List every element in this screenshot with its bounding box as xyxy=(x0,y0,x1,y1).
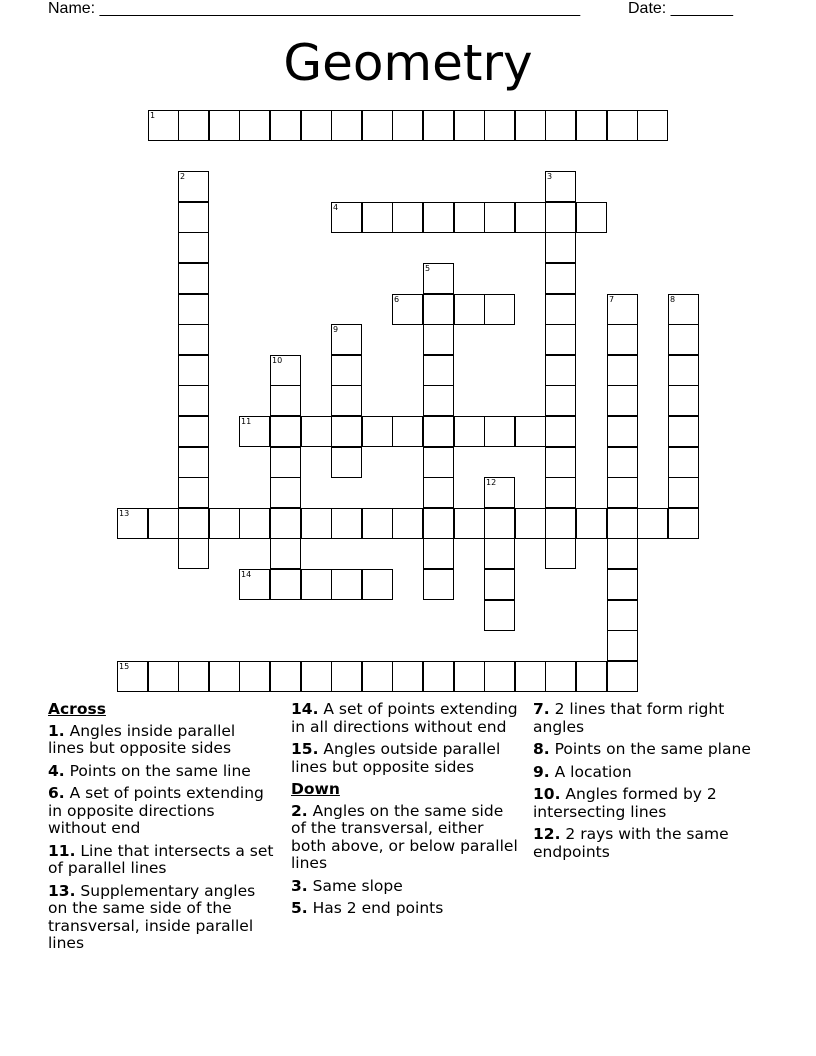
grid-cell[interactable] xyxy=(607,630,638,661)
clue-number: 8 xyxy=(670,295,676,304)
clue-number: 4 xyxy=(333,203,339,212)
grid-cell[interactable] xyxy=(331,661,362,692)
grid-cell[interactable] xyxy=(607,385,638,416)
grid-cell[interactable] xyxy=(270,385,301,416)
grid-cell[interactable] xyxy=(362,661,393,692)
grid-cell[interactable] xyxy=(148,661,179,692)
clue-number: 3 xyxy=(547,172,553,181)
clue-down-7: 7. 2 lines that form right angles xyxy=(533,700,725,736)
grid-cell[interactable] xyxy=(545,661,576,692)
grid-cell[interactable] xyxy=(178,477,209,508)
grid-cell[interactable] xyxy=(454,508,485,539)
clue-across-13: 13. Supplementary angles on the same side of the transversal, inside parallel lines xyxy=(48,881,256,952)
grid-cell[interactable] xyxy=(545,202,576,233)
grid-cell[interactable] xyxy=(607,110,638,141)
clue-number: 5 xyxy=(425,264,431,273)
grid-cell[interactable] xyxy=(545,294,576,325)
grid-cell[interactable] xyxy=(515,110,546,141)
grid-cell[interactable] xyxy=(301,661,332,692)
clue-across-6: 6. A set of points extending in opposite directions without end xyxy=(48,784,264,837)
grid-cell[interactable] xyxy=(362,110,393,141)
grid-cell[interactable] xyxy=(484,569,515,600)
grid-cell[interactable] xyxy=(545,232,576,263)
grid-cell[interactable] xyxy=(331,202,362,233)
grid-cell[interactable] xyxy=(178,538,209,569)
grid-cell[interactable] xyxy=(423,447,454,478)
grid-cell[interactable] xyxy=(515,416,546,447)
grid-cell[interactable] xyxy=(331,508,362,539)
grid-cell[interactable] xyxy=(178,416,209,447)
grid-cell[interactable] xyxy=(515,661,546,692)
clue-across-11: 11. Line that intersects a set of parallel lines xyxy=(48,841,274,877)
clue-number: 10 xyxy=(272,356,283,365)
grid-cell[interactable] xyxy=(576,110,607,141)
grid-cell[interactable] xyxy=(270,508,301,539)
grid-cell[interactable] xyxy=(362,569,393,600)
grid-cell[interactable] xyxy=(576,661,607,692)
grid-cell[interactable] xyxy=(209,508,240,539)
grid-cell[interactable] xyxy=(454,416,485,447)
grid-cell[interactable] xyxy=(423,202,454,233)
grid-cell[interactable] xyxy=(392,661,423,692)
grid-cell[interactable] xyxy=(484,294,515,325)
grid-cell[interactable] xyxy=(148,508,179,539)
grid-cell[interactable] xyxy=(178,508,209,539)
grid-cell[interactable] xyxy=(239,416,270,447)
grid-cell[interactable] xyxy=(209,110,240,141)
grid-cell[interactable] xyxy=(178,324,209,355)
grid-cell[interactable] xyxy=(484,110,515,141)
grid-cell[interactable] xyxy=(239,569,270,600)
across-heading: Across xyxy=(48,700,106,718)
clue-down-3: 3. Same slope xyxy=(291,876,403,895)
grid-cell[interactable] xyxy=(545,263,576,294)
grid-cell[interactable] xyxy=(148,110,179,141)
grid-cell[interactable] xyxy=(545,477,576,508)
grid-cell[interactable] xyxy=(392,508,423,539)
clue-number: 2 xyxy=(180,172,186,181)
grid-cell[interactable] xyxy=(576,508,607,539)
clue-down-9: 9. A location xyxy=(533,762,632,781)
grid-cell[interactable] xyxy=(668,294,699,325)
grid-cell[interactable] xyxy=(545,385,576,416)
clue-number: 9 xyxy=(333,325,339,334)
clue-across-15: 15. Angles outside parallel lines but opposite sides xyxy=(291,740,501,776)
grid-cell[interactable] xyxy=(607,477,638,508)
grid-cell[interactable] xyxy=(454,202,485,233)
clue-number: 1 xyxy=(150,111,156,120)
clue-number: 15 xyxy=(119,662,130,671)
grid-cell[interactable] xyxy=(484,538,515,569)
clue-number: 7 xyxy=(609,295,615,304)
grid-cell[interactable] xyxy=(423,324,454,355)
grid-cell[interactable] xyxy=(607,508,638,539)
grid-cell[interactable] xyxy=(362,416,393,447)
grid-cell[interactable] xyxy=(454,294,485,325)
grid-cell[interactable] xyxy=(423,385,454,416)
clue-column-2 xyxy=(291,701,523,923)
grid-cell[interactable] xyxy=(607,569,638,600)
grid-cell[interactable] xyxy=(454,110,485,141)
grid-cell[interactable] xyxy=(392,416,423,447)
clue-number: 12 xyxy=(486,478,497,487)
grid-cell[interactable] xyxy=(545,171,576,202)
date-label: Date: _______ xyxy=(628,0,733,17)
grid-cell[interactable] xyxy=(178,661,209,692)
grid-cell[interactable] xyxy=(331,447,362,478)
clue-column-1 xyxy=(48,701,274,958)
name-label: Name: ______________________________________________________ xyxy=(48,0,581,17)
grid-cell[interactable] xyxy=(270,110,301,141)
grid-cell[interactable] xyxy=(668,477,699,508)
grid-cell[interactable] xyxy=(423,355,454,386)
grid-cell[interactable] xyxy=(117,508,148,539)
grid-cell[interactable] xyxy=(545,324,576,355)
grid-cell[interactable] xyxy=(178,171,209,202)
grid-cell[interactable] xyxy=(178,447,209,478)
grid-cell[interactable] xyxy=(178,263,209,294)
grid-cell[interactable] xyxy=(392,202,423,233)
grid-cell[interactable] xyxy=(607,416,638,447)
grid-cell[interactable] xyxy=(545,508,576,539)
grid-cell[interactable] xyxy=(637,110,668,141)
grid-cell[interactable] xyxy=(423,110,454,141)
grid-cell[interactable] xyxy=(270,538,301,569)
clue-number: 13 xyxy=(119,509,130,518)
down-heading: Down xyxy=(291,780,340,798)
grid-cell[interactable] xyxy=(668,385,699,416)
grid-cell[interactable] xyxy=(423,263,454,294)
grid-cell[interactable] xyxy=(331,355,362,386)
grid-cell[interactable] xyxy=(178,355,209,386)
grid-cell[interactable] xyxy=(545,447,576,478)
clue-across-1: 1. Angles inside parallel lines but opposite sides xyxy=(48,721,236,757)
grid-cell[interactable] xyxy=(331,416,362,447)
grid-cell[interactable] xyxy=(668,355,699,386)
clue-down-8: 8. Points on the same plane xyxy=(533,740,751,758)
grid-cell[interactable] xyxy=(270,355,301,386)
grid-cell[interactable] xyxy=(117,661,148,692)
grid-cell[interactable] xyxy=(607,294,638,325)
grid-cell[interactable] xyxy=(239,110,270,141)
grid-cell[interactable] xyxy=(668,416,699,447)
grid-cell[interactable] xyxy=(668,324,699,355)
grid-cell[interactable] xyxy=(178,294,209,325)
grid-cell[interactable] xyxy=(607,661,638,692)
grid-cell[interactable] xyxy=(454,661,485,692)
clue-number: 11 xyxy=(241,417,252,426)
grid-cell[interactable] xyxy=(331,385,362,416)
clue-across-4: 4. Points on the same line xyxy=(48,761,251,780)
grid-cell[interactable] xyxy=(668,508,699,539)
grid-cell[interactable] xyxy=(484,202,515,233)
grid-cell[interactable] xyxy=(484,508,515,539)
grid-cell[interactable] xyxy=(423,569,454,600)
grid-cell[interactable] xyxy=(423,416,454,447)
grid-cell[interactable] xyxy=(637,508,668,539)
grid-cell[interactable] xyxy=(484,416,515,447)
grid-cell[interactable] xyxy=(178,232,209,263)
clue-across-14: 14. A set of points extending in all directions without end xyxy=(291,700,518,736)
grid-cell[interactable] xyxy=(545,416,576,447)
grid-cell[interactable] xyxy=(270,477,301,508)
clue-number: 6 xyxy=(394,295,400,304)
clue-column-3 xyxy=(533,701,759,866)
grid-cell[interactable] xyxy=(484,661,515,692)
grid-cell[interactable] xyxy=(607,447,638,478)
grid-cell[interactable] xyxy=(178,110,209,141)
grid-cell[interactable] xyxy=(423,294,454,325)
grid-cell[interactable] xyxy=(270,416,301,447)
grid-cell[interactable] xyxy=(178,202,209,233)
grid-cell[interactable] xyxy=(270,447,301,478)
grid-cell[interactable] xyxy=(239,661,270,692)
grid-cell[interactable] xyxy=(331,110,362,141)
grid-cell[interactable] xyxy=(545,355,576,386)
grid-cell[interactable] xyxy=(545,538,576,569)
clue-number: 14 xyxy=(241,570,252,579)
clue-down-10: 10. Angles formed by 2 intersecting lines xyxy=(533,785,717,821)
grid-cell[interactable] xyxy=(301,416,332,447)
grid-cell[interactable] xyxy=(545,110,576,141)
page-title: Geometry xyxy=(283,34,533,92)
grid-cell[interactable] xyxy=(423,661,454,692)
grid-cell[interactable] xyxy=(607,355,638,386)
grid-cell[interactable] xyxy=(331,324,362,355)
grid-cell[interactable] xyxy=(209,661,240,692)
grid-cell[interactable] xyxy=(270,661,301,692)
grid-cell[interactable] xyxy=(331,569,362,600)
grid-cell[interactable] xyxy=(515,202,546,233)
clue-down-2: 2. Angles on the same side of the transversal, either both above, or below parallel lines xyxy=(291,801,518,872)
grid-cell[interactable] xyxy=(301,569,332,600)
grid-cell[interactable] xyxy=(362,202,393,233)
grid-cell[interactable] xyxy=(484,600,515,631)
grid-cell[interactable] xyxy=(515,508,546,539)
grid-cell[interactable] xyxy=(484,477,515,508)
grid-cell[interactable] xyxy=(301,110,332,141)
grid-cell[interactable] xyxy=(392,110,423,141)
grid-cell[interactable] xyxy=(178,385,209,416)
grid-cell[interactable] xyxy=(668,447,699,478)
grid-cell[interactable] xyxy=(301,508,332,539)
grid-cell[interactable] xyxy=(423,538,454,569)
clue-down-12: 12. 2 rays with the same endpoints xyxy=(533,825,729,861)
grid-cell[interactable] xyxy=(239,508,270,539)
grid-cell[interactable] xyxy=(423,508,454,539)
grid-cell[interactable] xyxy=(362,508,393,539)
grid-cell[interactable] xyxy=(270,569,301,600)
grid-cell[interactable] xyxy=(392,294,423,325)
grid-cell[interactable] xyxy=(576,202,607,233)
grid-cell[interactable] xyxy=(607,324,638,355)
grid-cell[interactable] xyxy=(423,477,454,508)
clue-down-5: 5. Has 2 end points xyxy=(291,899,444,917)
grid-cell[interactable] xyxy=(607,600,638,631)
grid-cell[interactable] xyxy=(607,538,638,569)
